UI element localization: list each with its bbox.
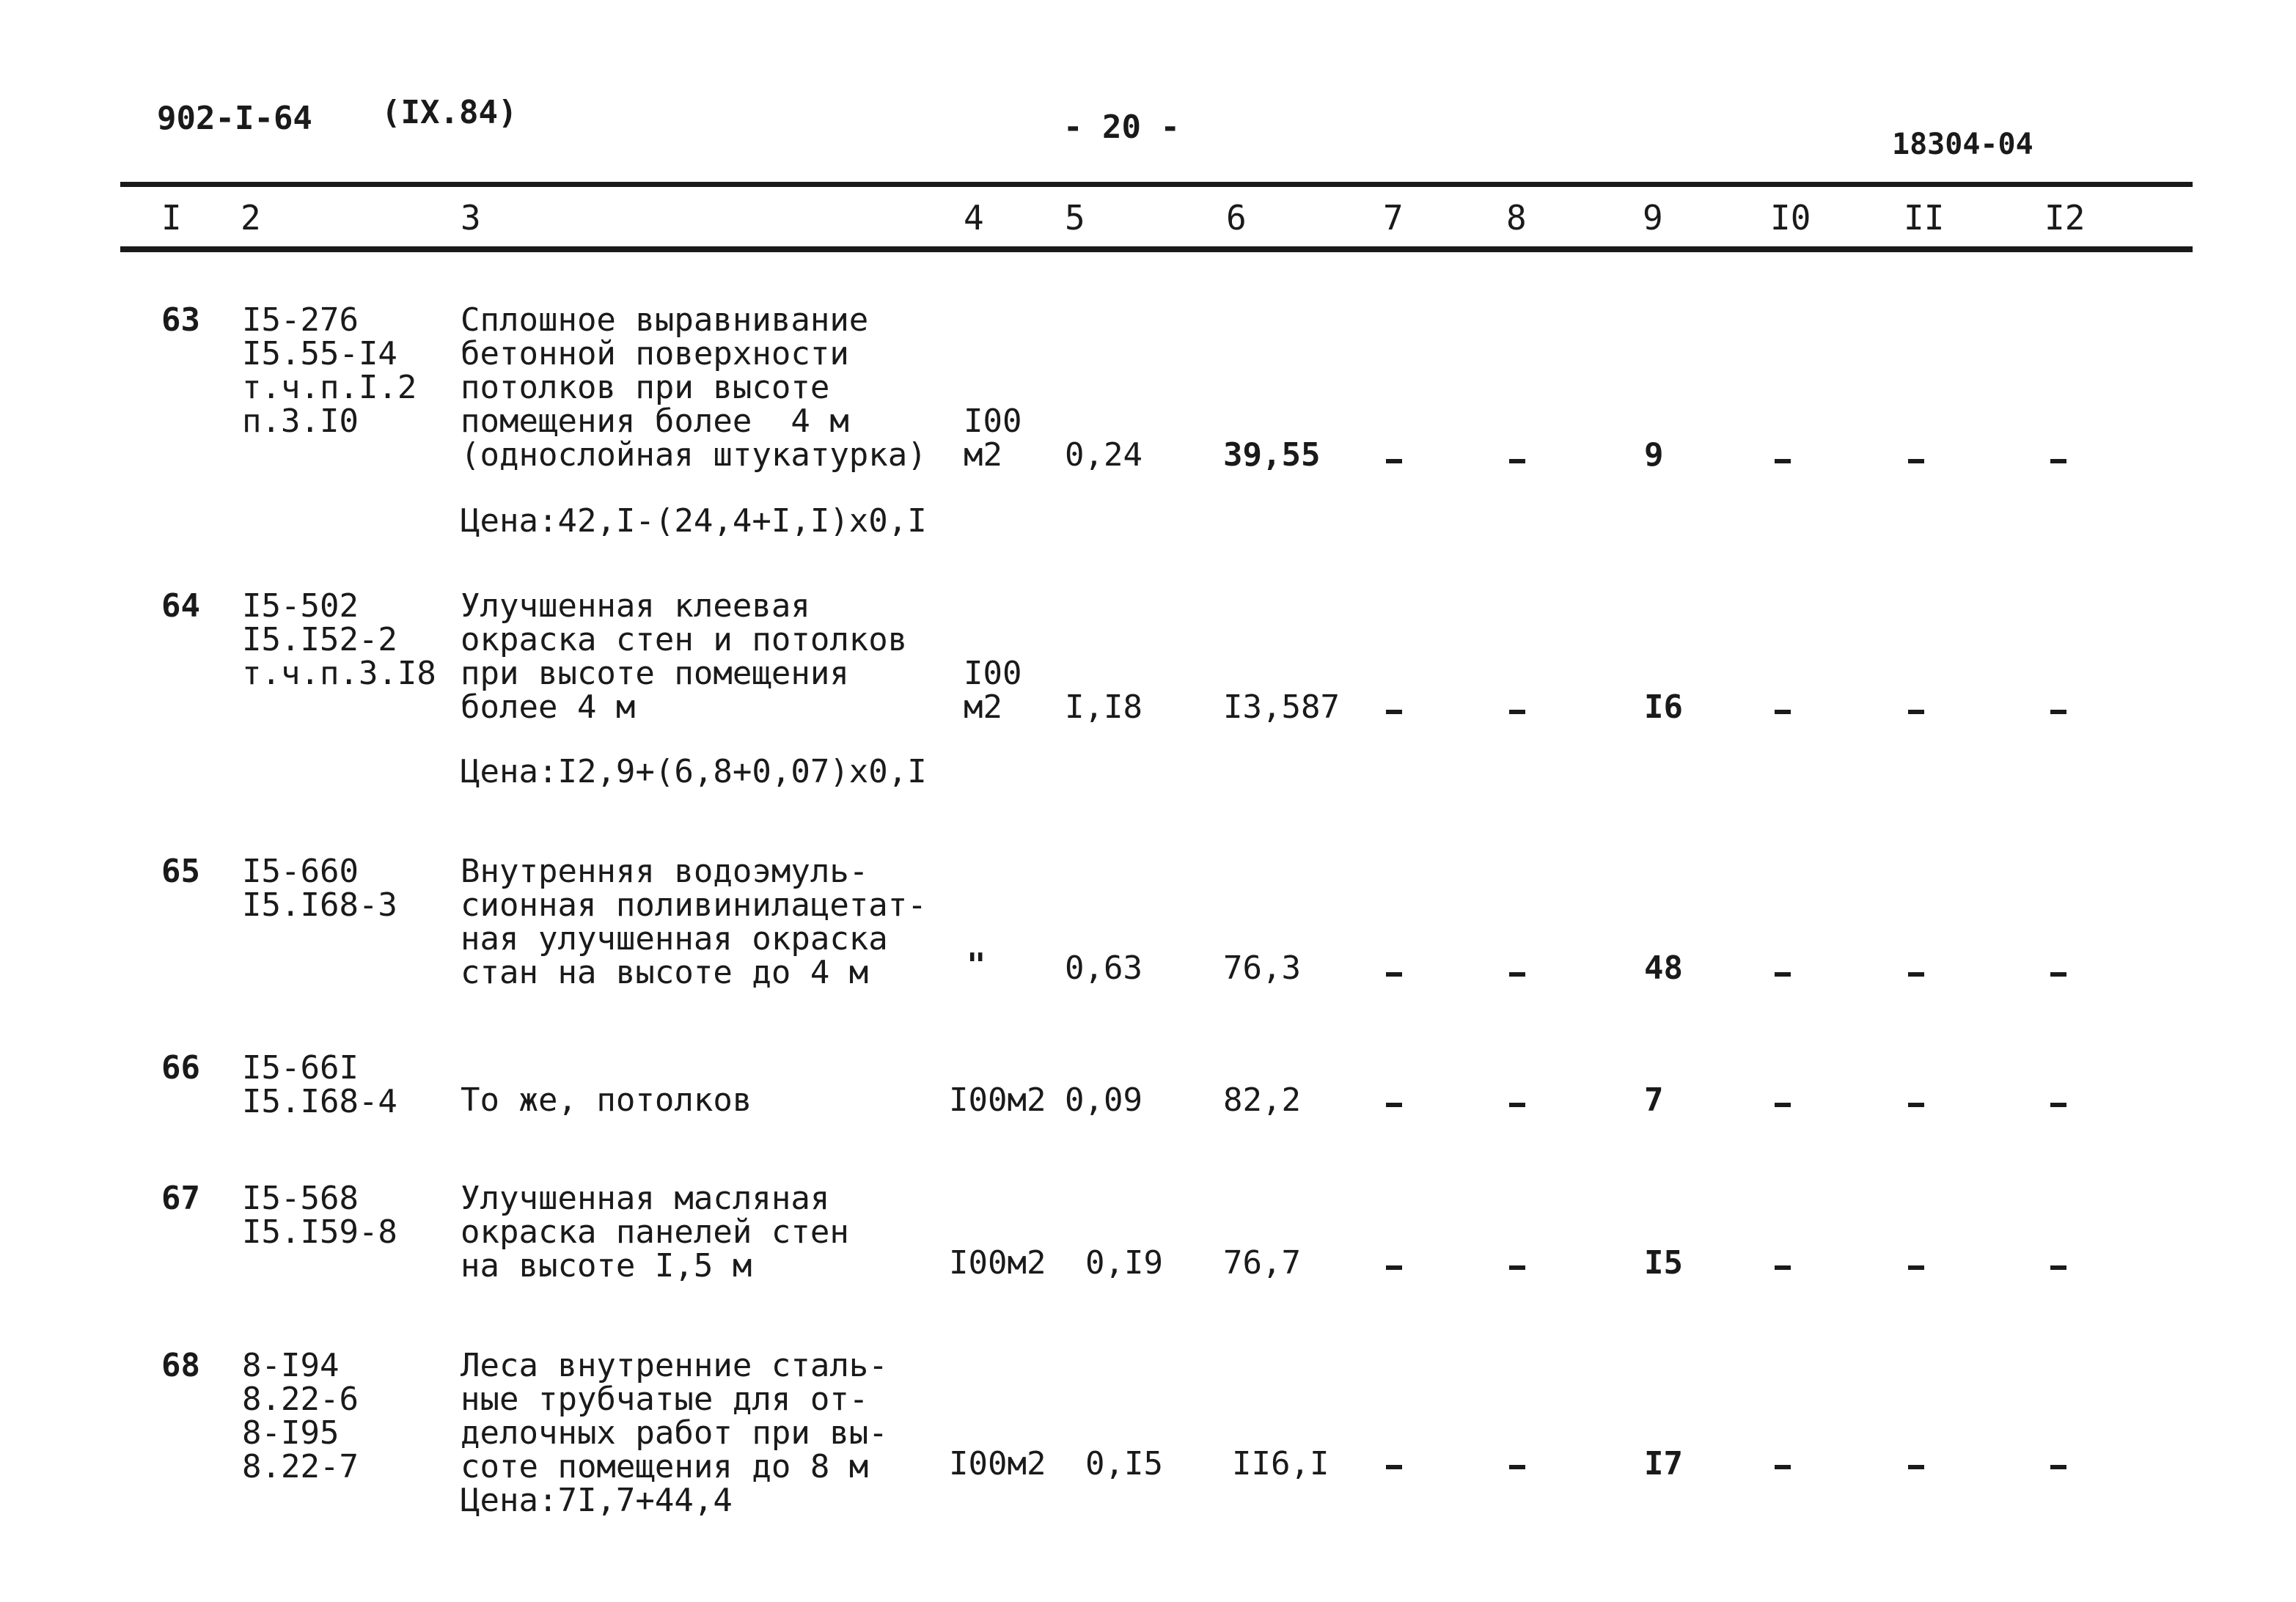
col9-value: 7 [1644, 1081, 1664, 1119]
column-header-10: I0 [1770, 198, 1811, 238]
col7-dash [1386, 710, 1402, 714]
norm-codes: I5-568 I5.I59-8 [242, 1180, 397, 1251]
unit-price: 39,55 [1223, 436, 1321, 474]
column-header-6: 6 [1226, 198, 1247, 238]
col8-dash [1509, 1103, 1525, 1107]
norm-codes: 8-I94 8.22-6 8-I95 8.22-7 [242, 1347, 359, 1485]
col12-dash [2050, 1465, 2066, 1469]
quantity: 0,I5 [1085, 1445, 1163, 1482]
col7-dash [1386, 1465, 1402, 1469]
work-description: Леса внутренние сталь- ные трубчатые для от- делочных работ при вы- соте помещения до 8 м Цена:7I,7+44,4 [461, 1347, 888, 1519]
col7-dash [1386, 459, 1402, 463]
norm-codes: I5-276 I5.55-I4 т.ч.п.I.2 п.3.I0 [242, 301, 417, 440]
column-header-8: 8 [1506, 198, 1527, 238]
row-number: 68 [161, 1347, 200, 1384]
norm-codes: I5-66I I5.I68-4 [242, 1049, 397, 1120]
col7-dash [1386, 1103, 1402, 1107]
table-header-rule [120, 246, 2193, 252]
column-header-9: 9 [1643, 198, 1663, 238]
work-description: Сплошное выравнивание бетонной поверхности потолков при высоте помещения более 4 м (однослойная штукатурка) [461, 301, 927, 474]
col12-dash [2050, 972, 2066, 977]
norm-codes: I5-502 I5.I52-2 т.ч.п.3.I8 [242, 587, 436, 692]
col7-dash [1386, 972, 1402, 977]
col11-dash [1908, 1265, 1924, 1270]
column-header-1: I [161, 198, 182, 238]
quantity: 0,I9 [1085, 1244, 1163, 1282]
unit: I00м2 [949, 1445, 1046, 1482]
col12-dash [2050, 1103, 2066, 1107]
row-number: 64 [161, 587, 200, 625]
col8-dash [1509, 972, 1525, 977]
row-number: 66 [161, 1049, 200, 1087]
row-number: 65 [161, 853, 200, 890]
col12-dash [2050, 710, 2066, 714]
price-note: Цена:42,I-(24,4+I,I)x0,I [461, 502, 927, 540]
page-number: - 20 - [1063, 109, 1180, 146]
work-description: Внутренняя водоэмуль- сионная поливинилацетат- ная улучшенная окраска стан на высоте до 4 м [461, 853, 927, 991]
unit-price: 76,3 [1223, 949, 1301, 987]
quantity: 0,24 [1065, 436, 1143, 474]
row-number: 63 [161, 301, 200, 339]
unit: " [967, 947, 986, 984]
work-description: Улучшенная клеевая окраска стен и потолков при высоте помещения более 4 м [461, 587, 908, 726]
unit-price: II6,I [1232, 1445, 1329, 1482]
col10-dash [1775, 1465, 1791, 1469]
col9-value: 9 [1644, 436, 1664, 474]
col9-value: 48 [1644, 949, 1683, 987]
price-note: Цена:I2,9+(6,8+0,07)x0,I [461, 753, 927, 790]
col11-dash [1908, 1465, 1924, 1469]
norm-codes: I5-660 I5.I68-3 [242, 853, 397, 924]
column-header-5: 5 [1065, 198, 1085, 238]
table-top-rule [120, 182, 2193, 187]
col9-value: I5 [1644, 1244, 1683, 1282]
col7-dash [1386, 1265, 1402, 1270]
revision-date: (IX.84) [381, 94, 518, 131]
work-description: Улучшенная масляная окраска панелей стен на высоте I,5 м [461, 1180, 849, 1285]
col8-dash [1509, 1465, 1525, 1469]
col11-dash [1908, 972, 1924, 977]
unit: I00 м2 [964, 655, 1022, 726]
col10-dash [1775, 459, 1791, 463]
col11-dash [1908, 1103, 1924, 1107]
unit-price: 82,2 [1223, 1081, 1301, 1119]
unit-price: 76,7 [1223, 1244, 1301, 1282]
col12-dash [2050, 459, 2066, 463]
col10-dash [1775, 1103, 1791, 1107]
column-header-3: 3 [461, 198, 481, 238]
sheet-code: 18304-04 [1892, 128, 2033, 161]
col9-value: I6 [1644, 688, 1683, 726]
col9-value: I7 [1644, 1445, 1683, 1482]
work-description: То же, потолков [461, 1081, 752, 1119]
col11-dash [1908, 710, 1924, 714]
col12-dash [2050, 1265, 2066, 1270]
col10-dash [1775, 710, 1791, 714]
col11-dash [1908, 459, 1924, 463]
unit: I00 м2 [964, 403, 1022, 474]
quantity: I,I8 [1065, 688, 1143, 726]
row-number: 67 [161, 1180, 200, 1217]
unit: I00м2 [949, 1081, 1046, 1119]
col8-dash [1509, 459, 1525, 463]
document-code: 902-I-64 [157, 100, 312, 137]
column-header-4: 4 [964, 198, 984, 238]
quantity: 0,09 [1065, 1081, 1143, 1119]
column-header-12: I2 [2044, 198, 2086, 238]
column-header-7: 7 [1383, 198, 1404, 238]
col8-dash [1509, 710, 1525, 714]
col8-dash [1509, 1265, 1525, 1270]
col10-dash [1775, 972, 1791, 977]
quantity: 0,63 [1065, 949, 1143, 987]
column-header-2: 2 [241, 198, 261, 238]
col10-dash [1775, 1265, 1791, 1270]
unit-price: I3,587 [1223, 688, 1340, 726]
column-header-11: II [1904, 198, 1945, 238]
unit: I00м2 [949, 1244, 1046, 1282]
